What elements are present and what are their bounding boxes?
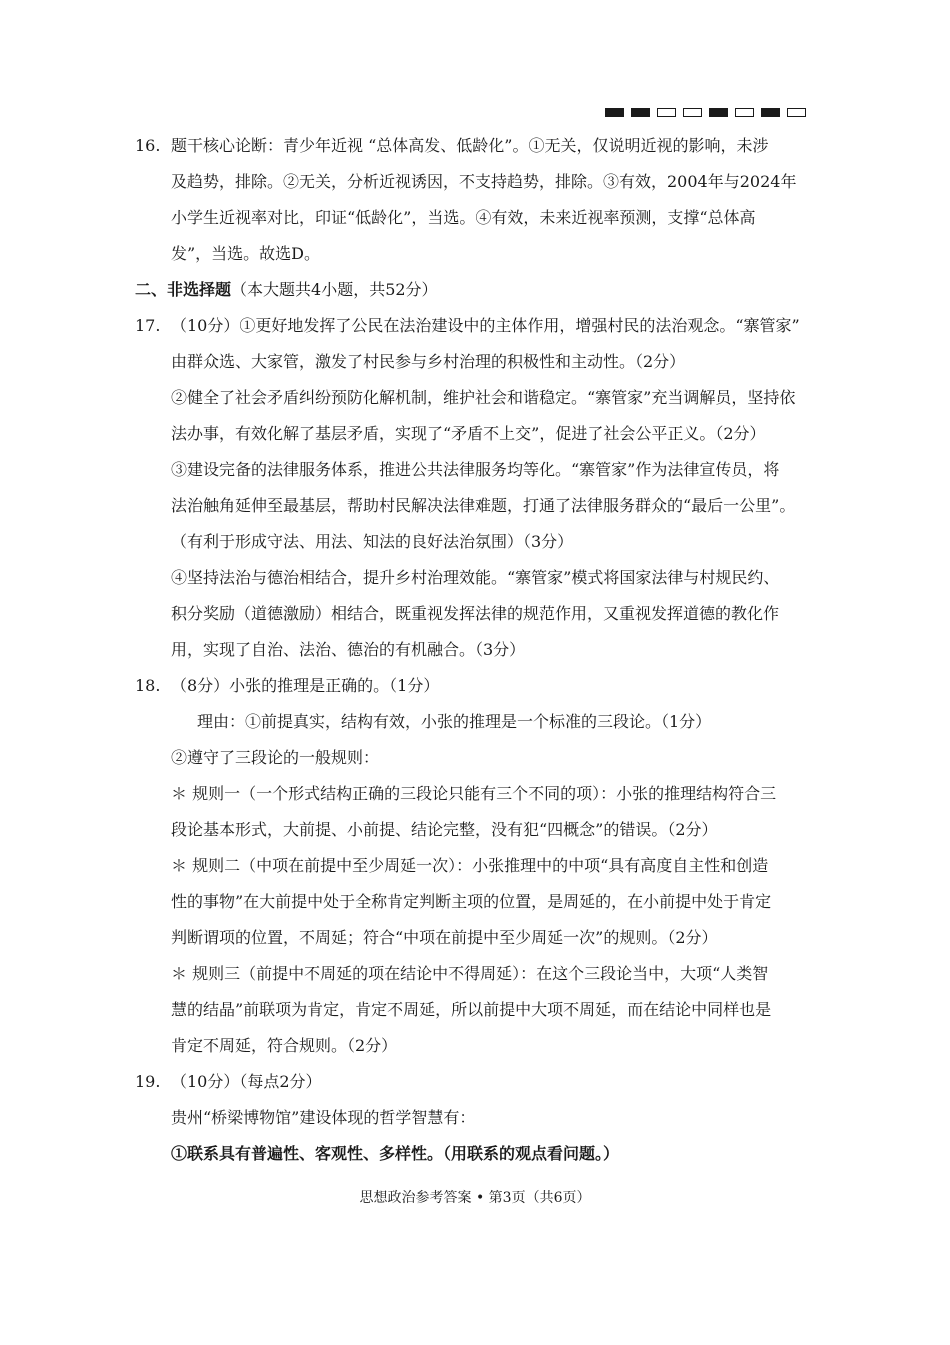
q16-line: 及趋势，排除。②无关，分析近视诱因，不支持趋势，排除。③有效，2004年与2024年 [171, 172, 797, 191]
q16-line: 16. 题干核心论断：青少年近视 “总体高发、低龄化”。①无关，仅说明近视的影响，未涉 [135, 128, 825, 164]
q18-line: ②遵守了三段论的一般规则： [171, 748, 380, 767]
header-marks [605, 108, 806, 117]
q17-line: 由群众选、大家管，激发了村民参与乡村治理的积极性和主动性。（2分） [171, 352, 686, 371]
section-note: （本大题共4小题，共52分） [231, 280, 438, 299]
q18-line: 性的事物”在大前提中处于全称肯定判断主项的位置，是周延的，在小前提中处于肯定 [171, 892, 772, 911]
page-footer: 思想政治参考答案 • 第3页（共6页） [359, 1190, 591, 1206]
header-mark [787, 108, 806, 117]
header-mark [605, 108, 624, 117]
header-mark [761, 108, 780, 117]
header-mark [735, 108, 754, 117]
q18-line: 肯定不周延，符合规则。（2分） [171, 1036, 398, 1055]
section-label: 二、非选择题 [135, 280, 232, 299]
q16-number: 16. [135, 136, 161, 155]
q19-point-1: ①联系具有普遍性、客观性、多样性。（用联系的观点看问题。） [171, 1144, 620, 1163]
q17-line: ④坚持法治与德治相结合，提升乡村治理效能。“寨管家”模式将国家法律与村规民约、 [171, 568, 780, 587]
header-mark [657, 108, 676, 117]
header-mark [631, 108, 650, 117]
q19-number: 19. [135, 1072, 161, 1091]
q18-number: 18. [135, 676, 161, 695]
q17-line: 法办事，有效化解了基层矛盾，实现了“矛盾不上交”，促进了社会公平正义。（2分） [171, 424, 766, 443]
answer-content [135, 128, 825, 1172]
q18-line: ＊ 规则一（一个形式结构正确的三段论只能有三个不同的项）：小张的推理结构符合三 [171, 784, 777, 803]
header-mark [709, 108, 728, 117]
q17-line: ②健全了社会矛盾纠纷预防化解机制，维护社会和谐稳定。“寨管家”充当调解员，坚持依 [171, 388, 796, 407]
q18-line: 18. （8分）小张的推理是正确的。（1分） [135, 668, 825, 704]
q16-line: 发”，当选。故选D。 [171, 244, 321, 263]
q17-line: （有利于形成守法、用法、知法的良好法治氛围）（3分） [171, 532, 574, 551]
q17-number: 17. [135, 316, 161, 335]
q17-line: 法治触角延伸至最基层，帮助村民解决法律难题，打通了法律服务群众的“最后一公里”。 [171, 496, 796, 515]
header-mark [683, 108, 702, 117]
q17-line: 17. （10分）①更好地发挥了公民在法治建设中的主体作用，增强村民的法治观念。“寨管家” [135, 308, 825, 344]
q17-line: 积分奖励（道德激励）相结合，既重视发挥法律的规范作用，又重视发挥道德的教化作 [171, 604, 780, 623]
q19-intro: 贵州“桥梁博物馆”建设体现的哲学智慧有： [171, 1108, 476, 1127]
q18-reason: 理由：①前提真实，结构有效，小张的推理是一个标准的三段论。（1分） [197, 712, 712, 731]
q19-line: 19. （10分）（每点2分） [135, 1064, 825, 1100]
q18-line: 段论基本形式，大前提、小前提、结论完整，没有犯“四概念”的错误。（2分） [171, 820, 718, 839]
q18-line: ＊ 规则二（中项在前提中至少周延一次）：小张推理中的中项“具有高度自主性和创造 [171, 856, 769, 875]
q17-line: ③建设完备的法律服务体系，推进公共法律服务均等化。“寨管家”作为法律宣传员，将 [171, 460, 780, 479]
q16-line: 小学生近视率对比，印证“低龄化”，当选。④有效，未来近视率预测，支撑“总体高 [171, 208, 756, 227]
q17-line: 用，实现了自治、法治、德治的有机融合。（3分） [171, 640, 526, 659]
q18-line: 判断谓项的位置，不周延；符合“中项在前提中至少周延一次”的规则。（2分） [171, 928, 718, 947]
q18-line: 慧的结晶”前联项为肯定，肯定不周延，所以前提中大项不周延，而在结论中同样也是 [171, 1000, 772, 1019]
section-heading [135, 272, 825, 308]
q18-line: ＊ 规则三（前提中不周延的项在结论中不得周延）：在这个三段论当中，大项“人类智 [171, 964, 769, 983]
